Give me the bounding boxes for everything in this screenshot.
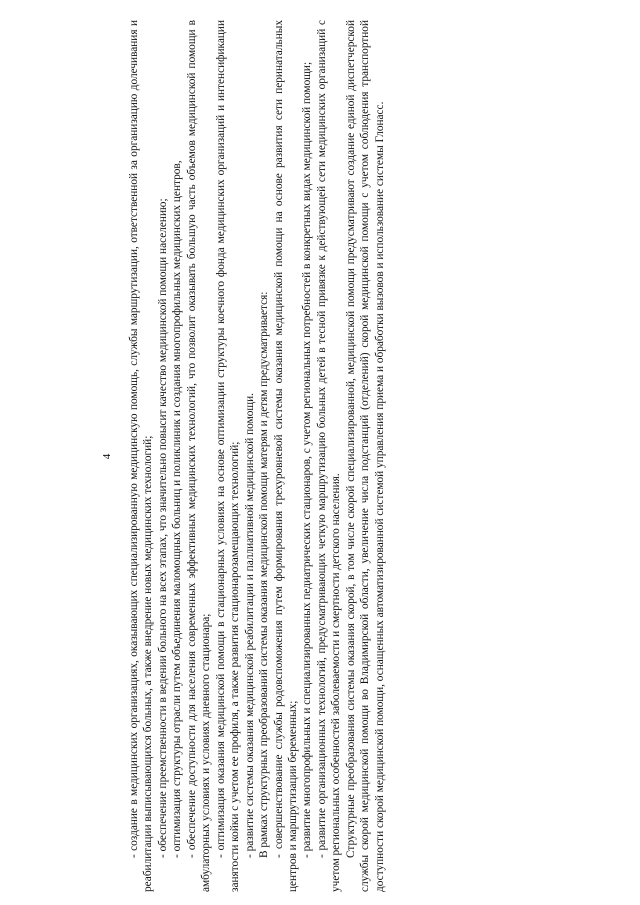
paragraph: - развитие системы оказания медицинской реабилитации и паллиативной медицинской помощи. [243,393,256,858]
paragraph: В рамках структурных преобразований системы оказания медицинской помощи матерям и детям предусматривается: [258,291,271,858]
paragraph: Структурные преобразования системы оказания скорой, в том числе скорой специализированной, медицинской помощи предусматривают создание единой диспетчерской службы скорой медицинской помощи во Владимирской области, увеличение числа подстанций (отделений) скорой медицинской помощи с учетом соблюдения транспортной доступности скорой медицинской помощи, оснащенных автоматизированной системой управления приема и обработки вызовов и использование системы Глонасс. [344,20,386,892]
paragraph: - развитие организационных технологий, предусматривающих четкую маршрутизацию больных детей в тесной привязке к действующей сети медицинских организаций с учетом региональных особенностей заболеваемости и смертности детского населения. [315,20,343,892]
paragraph: - совершенствование службы родовспоможения путем формирования трехуровневой системы оказания медицинской помощи на основе развития сети перинатальных центров и маршрутизации беременных; [272,20,299,892]
paragraph: - обеспечение преемственности в ведении больного на всех этапах, что значительно повысит качество медицинской помощи населению; [156,198,169,858]
page-number: 4 [101,452,113,460]
paragraph: - создание в медицинских организациях, оказывающих специализированную медицинскую помощь, службы маршрутизации, ответственной за организацию долечивания и реабилитации выписывающихся больных, а также внедрение новых медицинских технологий; [128,20,155,892]
paragraph: - оптимизация оказания медицинской помощи в стационарных условиях на основе оптимизации структуры коечного фонда медицинских организаций и интенсификации занятости койки с учетом ее профиля, а также развития стационарозамещающих технологий; [214,20,242,892]
rotated-text-block [100,20,540,892]
paragraph: - обеспечение доступности для населения современных эффективных медицинских технологий, что позволит оказывать большую часть объемов медицинской помощи в амбулаторных условиях и условиях дневного стационара; [185,20,213,892]
paragraph: - развитие многопрофильных и специализированных педиатрических стационаров, с учетом региональных потребностей в конкретных видах медицинской помощи; [301,61,314,858]
paragraph: - оптимизация структуры отрасли путем объединения маломощных больниц и поликлиник и создания многопрофильных медицинских центров, [171,160,184,858]
